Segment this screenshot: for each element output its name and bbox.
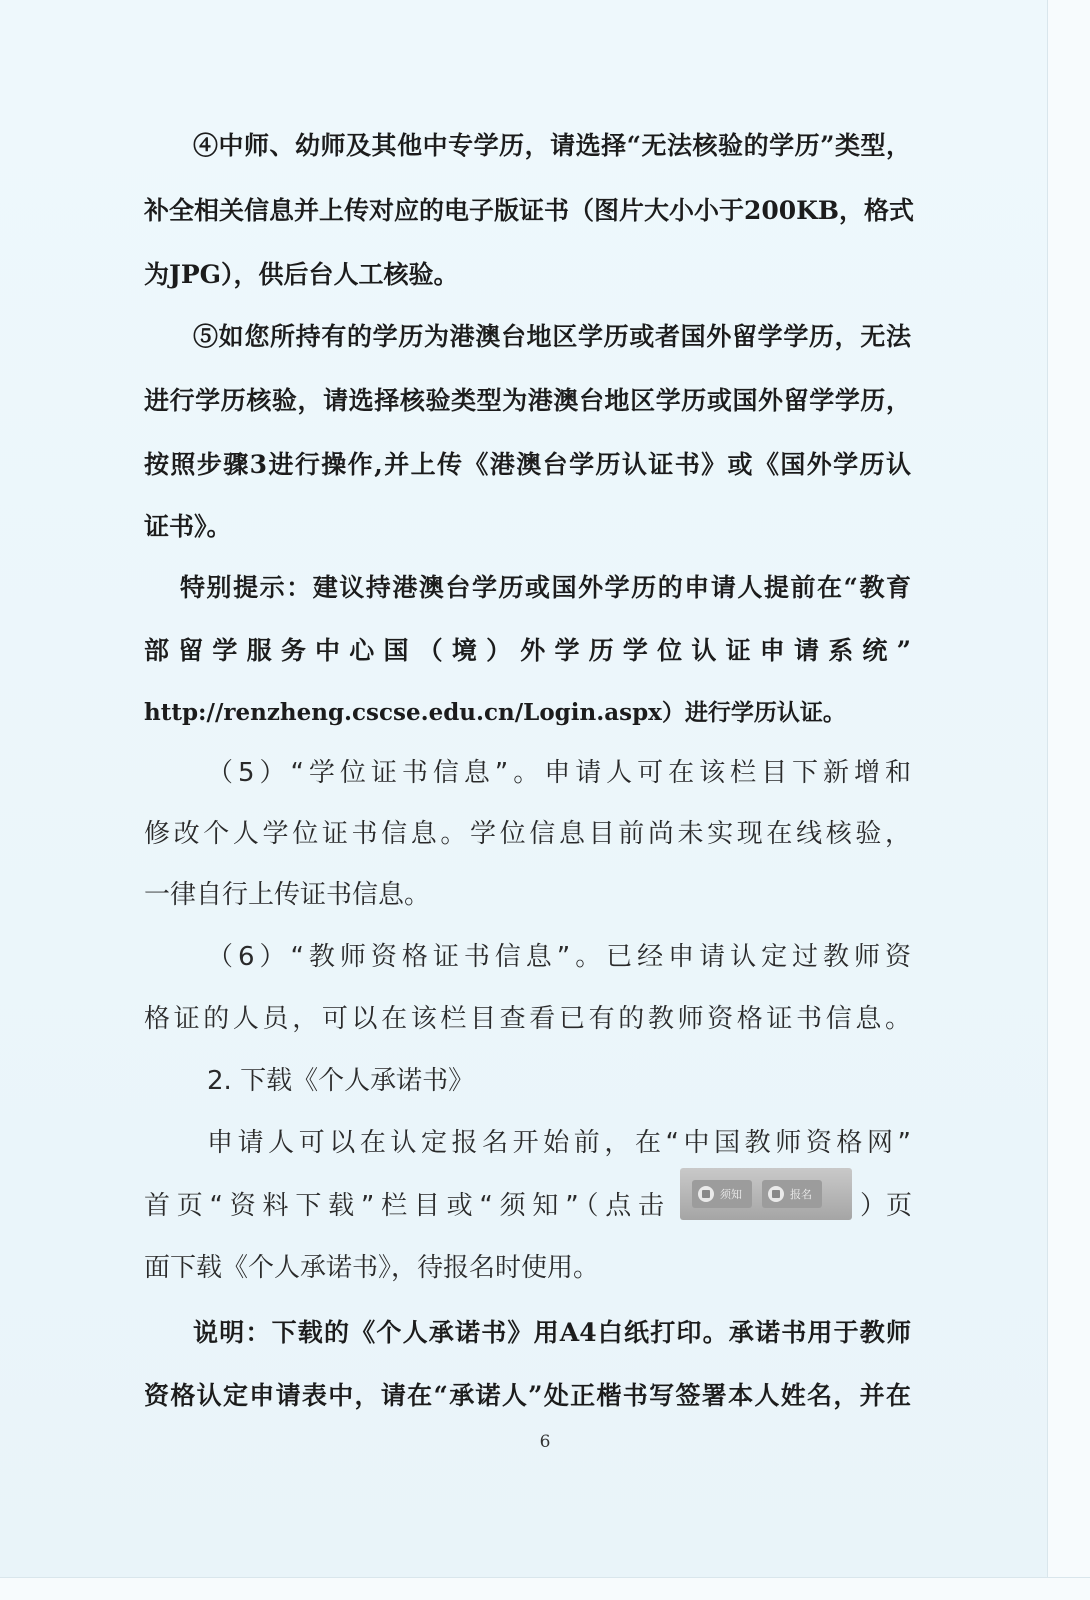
paragraph-line: 资格认定申请表中，请在“承诺人”处正楷书写签署本人姓名，并在 [144, 1381, 911, 1410]
paragraph-line: 申请人可以在认定报名开始前，在“中国教师资格网” [207, 1128, 911, 1158]
paragraph-line: 为JPG），供后台人工核验。 [144, 260, 459, 289]
paragraph-line: 一律自行上传证书信息。 [144, 880, 431, 910]
page-edge-bottom [0, 1577, 1090, 1600]
paragraph-line: 说明：下载的《个人承诺书》用A4白纸打印。承诺书用于教师 [193, 1318, 911, 1347]
notice-button-image: 须知 [692, 1180, 752, 1208]
paragraph-line: ）页 [860, 1191, 913, 1221]
paragraph-line: ④中师、幼师及其他中专学历，请选择“无法核验的学历”类型， [193, 131, 911, 160]
paragraph-line: 补全相关信息并上传对应的电子版证书（图片大小小于200KB，格式 [144, 196, 915, 225]
inline-screenshot-buttons [680, 1168, 852, 1220]
paragraph-line: （5）“学位证书信息”。申请人可在该栏目下新增和 [207, 758, 911, 788]
paragraph-line: （6）“教师资格证书信息”。已经申请认定过教师资 [207, 942, 911, 972]
paragraph-line: 修改个人学位证书信息。学位信息目前尚未实现在线核验， [144, 819, 911, 849]
register-icon [768, 1186, 784, 1202]
paragraph-line: 部留学服务中心国（境）外学历学位认证申请系统” [144, 636, 911, 665]
register-button-image: 报名 [762, 1180, 822, 1208]
paragraph-line: 按照步骤3进行操作,并上传《港澳台学历认证书》或《国外学历认 [144, 450, 911, 479]
section-heading: 2. 下载《个人承诺书》 [207, 1066, 475, 1096]
page-edge-right [1047, 0, 1090, 1600]
paragraph-line: 证书》。 [144, 512, 232, 541]
paragraph-line: 面下载《个人承诺书》，待报名时使用。 [144, 1253, 600, 1283]
notice-icon [698, 1186, 714, 1202]
paragraph-line: 进行学历核验，请选择核验类型为港澳台地区学历或国外留学学历， [144, 386, 911, 415]
paragraph-line: 格证的人员，可以在该栏目查看已有的教师资格证书信息。 [144, 1004, 911, 1034]
paragraph-line: http://renzheng.cscse.edu.cn/Login.aspx）进行学历认证。 [144, 699, 846, 726]
paragraph-line: ⑤如您所持有的学历为港澳台地区学历或者国外留学学历，无法 [193, 322, 911, 351]
paragraph-line: 首页“资料下载”栏目或“须知”（点击 [144, 1191, 664, 1221]
page-number: 6 [539, 1432, 551, 1452]
paragraph-line: 特别提示：建议持港澳台学历或国外学历的申请人提前在“教育 [180, 573, 911, 602]
